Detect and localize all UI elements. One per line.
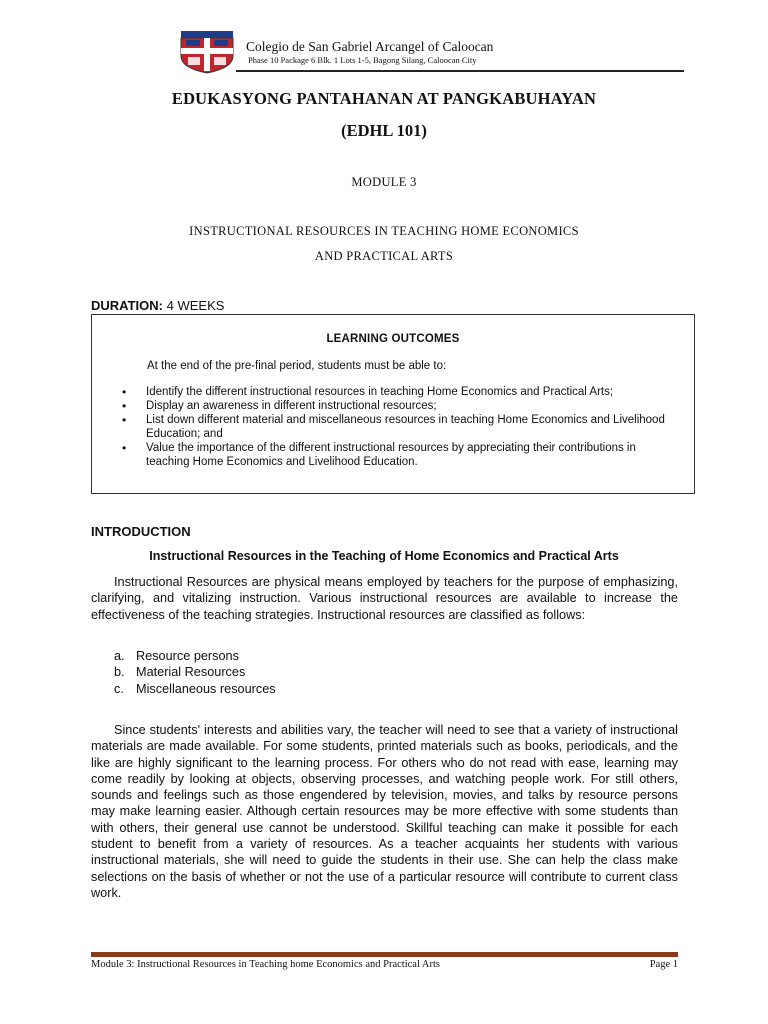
learning-outcomes-heading: LEARNING OUTCOMES xyxy=(326,333,460,345)
list-item: a. Resource persons xyxy=(114,649,239,663)
list-item: b. Material Resources xyxy=(114,665,246,680)
list-item: c. Miscellaneous resources xyxy=(114,681,276,696)
course-code: (EDHL 101) xyxy=(341,121,427,140)
learning-outcomes-list xyxy=(117,385,682,469)
list-item: • Display an awareness in different instructional resources; xyxy=(117,399,682,413)
school-address: Phase 10 Package 6 Blk. 1 Lots 1-5, Bagong Silang, Caloocan City xyxy=(248,55,477,65)
header-rule xyxy=(236,70,684,72)
classification-list xyxy=(114,648,276,697)
section-title: Instructional Resources in the Teaching of Home Economics and Practical Arts xyxy=(149,549,619,563)
duration-value: 4 WEEKS xyxy=(166,298,225,313)
school-name: Colegio de San Gabriel Arcangel of Caloocan xyxy=(246,39,494,54)
module-title-line1: INSTRUCTIONAL RESOURCES IN TEACHING HOME ECONOMICS xyxy=(189,224,579,238)
paragraph-2 xyxy=(91,722,678,901)
page-number: Page 1 xyxy=(649,959,678,970)
duration-label: DURATION: xyxy=(91,298,163,313)
school-seal-logo xyxy=(178,30,236,74)
duration xyxy=(91,298,224,313)
letterhead xyxy=(178,28,678,76)
paragraph-1-text: Instructional Resources are physical means employed by teachers for the purpose of emphasizing, clarifying, and vitalizing instruction. Various instructional resources are available to increase the effectiveness of the teaching strategies. Instructional resources are classified as follows: xyxy=(91,575,678,622)
module-number: MODULE 3 xyxy=(351,175,417,189)
paragraph-1 xyxy=(91,574,678,623)
list-item: • Identify the different instructional resources in teaching Home Economics and Practical Arts; xyxy=(117,385,682,399)
module-title-line2: AND PRACTICAL ARTS xyxy=(314,249,454,263)
learning-outcomes-box xyxy=(91,314,695,494)
footer-module-title: Module 3: Instructional Resources in Teaching home Economics and Practical Arts xyxy=(91,959,440,970)
paragraph-2-text: Since students' interests and abilities vary, the teacher will need to see that a variety of instructional materials are made available. For some students, printed materials such as books, periodicals, and the like are highly significant to the learning process. For others who do not read with ease, learning may come readily by looking at objects, observing processes, and watching people work. For still others, sounds and feelings such as those engendered by television, movies, and talks by resource persons may make learning easier. Although certain resources may be more effective with some students than with others, their general use cannot be understood. Skillful teaching can make it possible for each student to benefit from a variety of resources. As a teacher acquaints her students with various instructional materials, she will need to guide the students in their use. She can help the class make selections on the basis of whether or not the use of a particular resource will contribute to current class work. xyxy=(91,723,678,900)
list-item: • List down different material and miscellaneous resources in teaching Home Economics and Livelihood Education; and xyxy=(117,413,682,441)
learning-outcomes-intro: At the end of the pre-final period, students must be able to: xyxy=(147,360,447,372)
footer-rule xyxy=(91,952,678,957)
list-item: • Value the importance of the different instructional resources by appreciating their contributions in teaching Home Economics and Livelihood Education. xyxy=(117,441,682,469)
course-title: EDUKASYONG PANTAHANAN AT PANGKABUHAYAN xyxy=(171,89,597,108)
introduction-heading: INTRODUCTION xyxy=(91,524,191,539)
